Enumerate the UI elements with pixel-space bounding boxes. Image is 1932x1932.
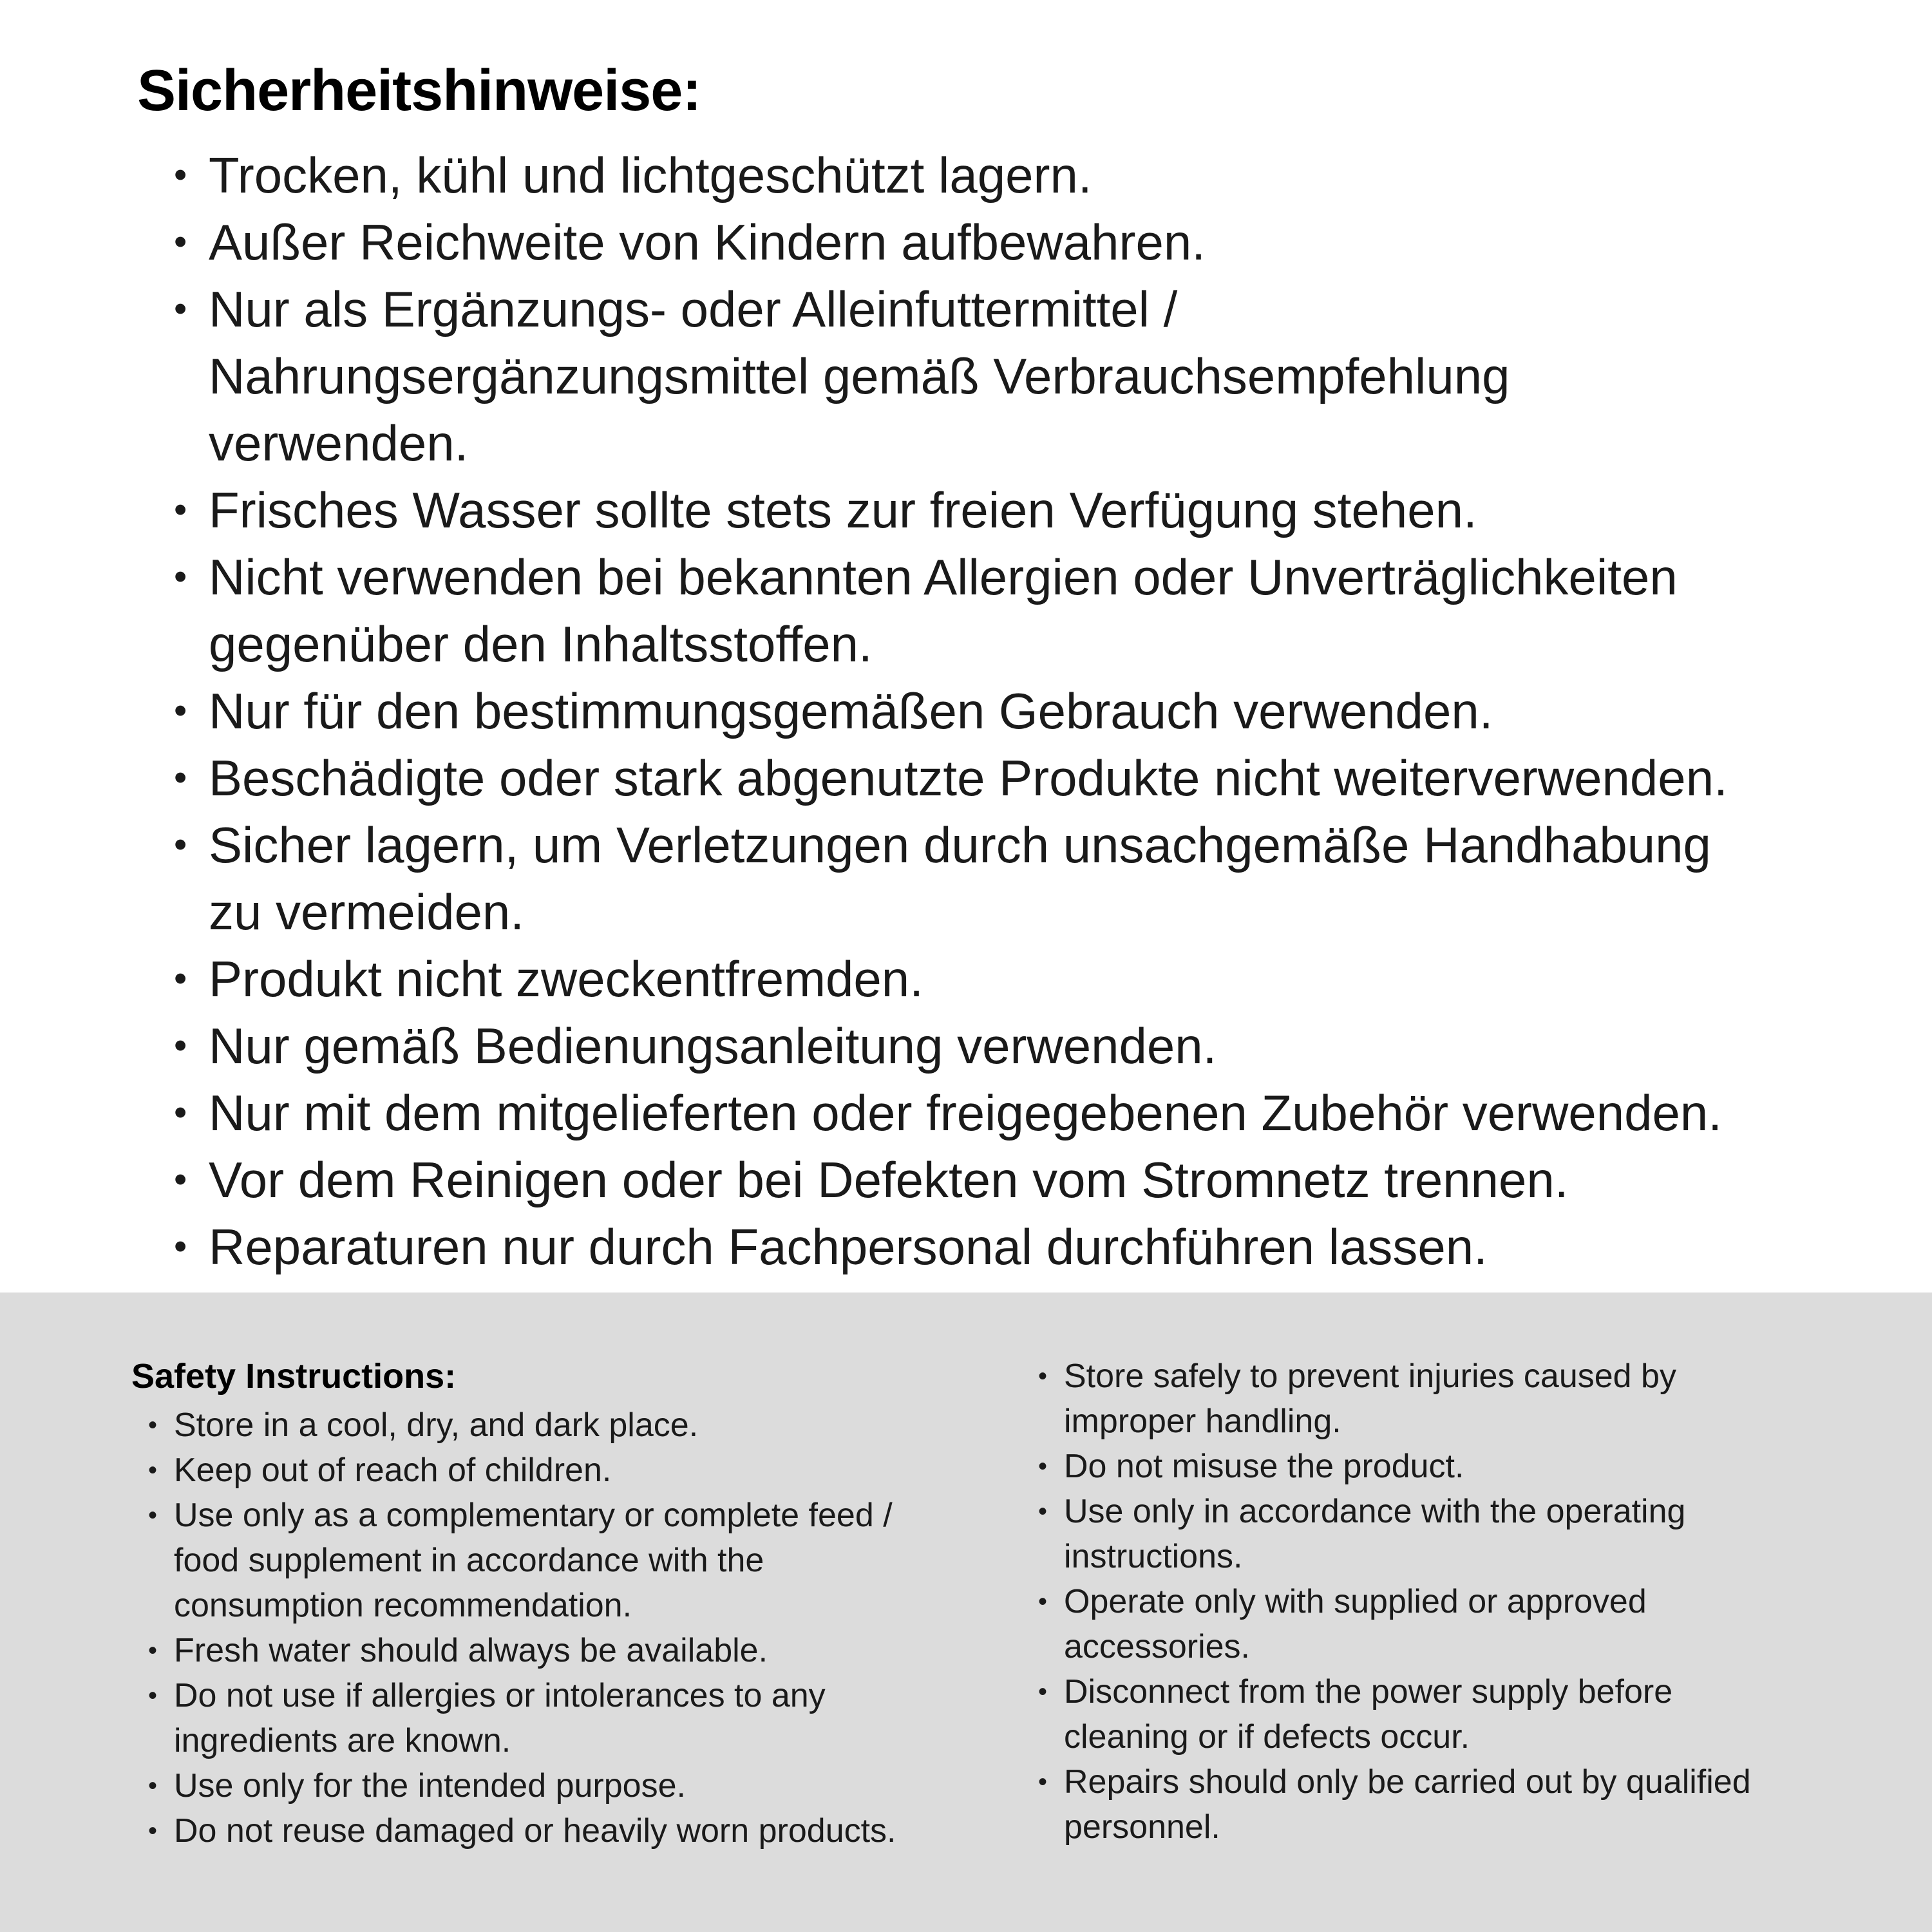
- list-item: • Trocken, kühl und lichtgeschützt lagern.: [173, 142, 1767, 209]
- list-item: • Use only in accordance with the operating instructions.: [1037, 1489, 1777, 1579]
- english-instructions-list-right: [1037, 1354, 1777, 1850]
- list-item: • Nur mit dem mitgelieferten oder freigegebenen Zubehör verwenden.: [173, 1079, 1767, 1146]
- list-item: • Beschädigte oder stark abgenutzte Produkte nicht weiterverwenden.: [173, 744, 1767, 811]
- german-instructions-list: [173, 142, 1767, 1280]
- english-section: [0, 1293, 1932, 1932]
- list-item: • Do not use if allergies or intolerances to any ingredients are known.: [147, 1673, 943, 1763]
- list-item: • Frisches Wasser sollte stets zur freien Verfügung stehen.: [173, 477, 1767, 544]
- list-item: • Keep out of reach of children.: [147, 1448, 943, 1493]
- list-item: • Nur für den bestimmungsgemäßen Gebrauch verwenden.: [173, 677, 1767, 744]
- list-item: • Do not misuse the product.: [1037, 1444, 1777, 1489]
- list-item: • Store in a cool, dry, and dark place.: [147, 1403, 943, 1448]
- german-heading: Sicherheitshinweise:: [137, 59, 701, 123]
- list-item: • Sicher lagern, um Verletzungen durch unsachgemäße Handhabung zu vermeiden.: [173, 811, 1767, 945]
- list-item: • Nur gemäß Bedienungsanleitung verwenden.: [173, 1012, 1767, 1079]
- english-instructions-list-left: [147, 1403, 943, 1853]
- list-item: • Repairs should only be carried out by qualified personnel.: [1037, 1759, 1777, 1850]
- english-heading: Safety Instructions:: [131, 1357, 457, 1396]
- list-item: • Fresh water should always be available.: [147, 1628, 943, 1673]
- list-item: • Nur als Ergänzungs- oder Alleinfuttermittel / Nahrungsergänzungsmittel gemäß Verbrauchsempfehlung verwenden.: [173, 276, 1767, 477]
- list-item: • Do not reuse damaged or heavily worn products.: [147, 1808, 943, 1853]
- list-item: • Nicht verwenden bei bekannten Allergien oder Unverträglichkeiten gegenüber den Inhaltsstoffen.: [173, 544, 1767, 677]
- list-item: • Store safely to prevent injuries caused by improper handling.: [1037, 1354, 1777, 1444]
- list-item: • Außer Reichweite von Kindern aufbewahren.: [173, 209, 1767, 276]
- list-item: • Vor dem Reinigen oder bei Defekten vom Stromnetz trennen.: [173, 1146, 1767, 1213]
- list-item: • Use only as a complementary or complete feed / food supplement in accordance with the consumption recommendation.: [147, 1493, 943, 1628]
- list-item: • Produkt nicht zweckentfremden.: [173, 945, 1767, 1012]
- list-item: • Reparaturen nur durch Fachpersonal durchführen lassen.: [173, 1213, 1767, 1280]
- english-left-column: [131, 1354, 943, 1853]
- list-item: • Use only for the intended purpose.: [147, 1763, 943, 1808]
- list-item: • Operate only with supplied or approved accessories.: [1037, 1579, 1777, 1669]
- list-item: • Disconnect from the power supply before cleaning or if defects occur.: [1037, 1669, 1777, 1759]
- english-right-column: [1037, 1354, 1777, 1850]
